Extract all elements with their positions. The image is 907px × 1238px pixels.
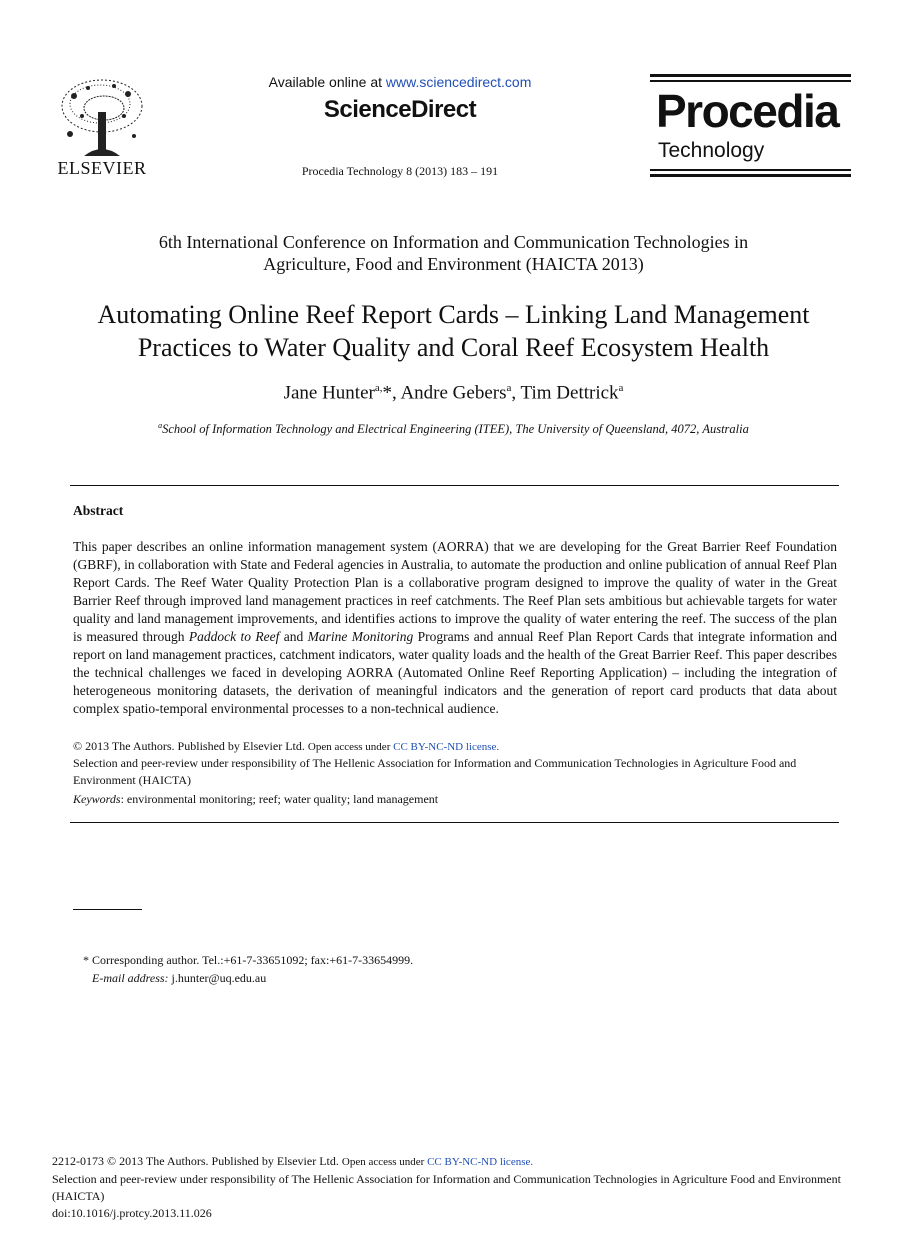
elsevier-wordmark: ELSEVIER (57, 158, 147, 178)
author-affiliation-mark: a (618, 382, 624, 394)
procedia-logo (650, 74, 851, 178)
open-access-label: Open access under (307, 741, 394, 753)
affiliation-text: School of Information Technology and Electrical Engineering (ITEE), The University of Queensland, 4072, Australia (162, 422, 749, 437)
issn-line (52, 1153, 842, 1171)
corresponding-mark: * (382, 382, 392, 404)
author-affiliation-mark: a (506, 382, 512, 394)
copyright-text: © 2013 The Authors. Published by Elsevier Ltd. (73, 739, 308, 753)
peer-review-statement: Selection and peer-review under responsibility of The Hellenic Association for Information and Communication Technologies in Agriculture Food and Environment (HAICTA) (73, 756, 797, 787)
footnote (83, 951, 413, 987)
conference-line: 6th International Conference on Information and Communication Technologies in (158, 232, 749, 252)
author-name: Andre Gebers (400, 382, 507, 404)
author-name: Jane Hunter (283, 382, 375, 404)
email-address: j.hunter@uq.edu.au (168, 971, 267, 985)
license-link[interactable]: CC BY-NC-ND license. (427, 1156, 534, 1168)
logo-bar (650, 80, 851, 82)
procedia-wordmark: Procedia (656, 85, 839, 137)
publication-footer (52, 1153, 842, 1222)
abstract-italic: Marine Monitoring (307, 629, 414, 644)
issn-text: 2212-0173 © 2013 The Authors. Published by Elsevier Ltd. (52, 1154, 342, 1168)
abstract-heading: Abstract (73, 503, 124, 518)
paper-title (40, 298, 867, 364)
author-affiliation-mark: a, (374, 382, 383, 394)
affiliation-mark: a (158, 421, 163, 430)
author-separator: , (511, 382, 521, 404)
logo-bar (650, 169, 851, 171)
open-access-label: Open access under (341, 1156, 428, 1168)
affiliation (60, 421, 847, 437)
abstract-italic: Paddock to Reef (188, 629, 280, 644)
section-divider (70, 485, 839, 486)
author-name: Tim Dettrick (520, 382, 619, 404)
abstract-text (73, 538, 837, 718)
abstract-segment: and (279, 629, 308, 644)
doi: doi:10.1016/j.protcy.2013.11.026 (52, 1206, 212, 1220)
procedia-subtitle: Technology (658, 139, 765, 162)
license-link[interactable]: CC BY-NC-ND license. (393, 741, 500, 753)
keywords-label: Keywords (73, 792, 121, 806)
title-line: Practices to Water Quality and Coral Reef Ecosystem Health (137, 333, 770, 362)
email-line (83, 969, 413, 987)
footnote-divider (73, 909, 142, 910)
sciencedirect-wordmark: ScienceDirect (323, 96, 477, 123)
copyright-line (73, 738, 837, 756)
peer-review-statement: Selection and peer-review under responsibility of The Hellenic Association for Information and Communication Technologies in Agriculture Food and Environment (HAICTA) (52, 1172, 841, 1203)
author-separator: , (391, 382, 401, 404)
conference-name (60, 231, 847, 275)
sciencedirect-link[interactable]: www.sciencedirect.com (385, 74, 532, 90)
logo-bar (650, 174, 851, 177)
section-divider (70, 822, 839, 823)
keywords (73, 791, 837, 808)
keywords-text: : environmental monitoring; reef; water quality; land management (120, 792, 439, 806)
available-online (200, 74, 600, 90)
corresponding-author: * Corresponding author. Tel.:+61-7-33651092; fax:+61-7-33654999. (83, 953, 414, 967)
logo-bar (650, 74, 851, 77)
conference-line: Agriculture, Food and Environment (HAICTA 2013) (263, 254, 644, 274)
email-label: E-mail address: (92, 971, 169, 985)
abstract-segment: Programs and annual Reef Plan Report Cards that integrate information and report on land management practices, catchment indicators, water quality loads and the health of the Great Barrier Reef. This paper describes the technical challenges we faced in developing AORRA (Automated Online Reef Reporting Application) – including the integration of heterogeneous monitoring datasets, the derivation of meaningful indicators and the generation of report card products that data about complex spatio-temporal environmental processes to a non-technical audience. (73, 629, 837, 716)
title-line: Automating Online Reef Report Cards – Linking Land Management (97, 300, 810, 329)
available-prefix: Available online at (268, 74, 386, 90)
author-list (60, 382, 847, 404)
abstract-segment: This paper describes an online information management system (AORRA) that we are developing for the Great Barrier Reef Foundation (GBRF), in collaboration with State and Federal agencies in Australia, to automate the production and online publication of annual Reef Plan Report Cards. The Reef Water Quality Protection Plan is a collaborative program designed to improve the quality of water in the Great Barrier Reef through improved land management practices in reef catchments. The Reef Plan sets ambitious but achievable targets for water quality and land management improvements, and identifies actions to improve the quality of water entering the reef. The success of the plan is measured through (73, 539, 837, 644)
journal-reference: Procedia Technology 8 (2013) 183 – 191 (301, 164, 499, 178)
